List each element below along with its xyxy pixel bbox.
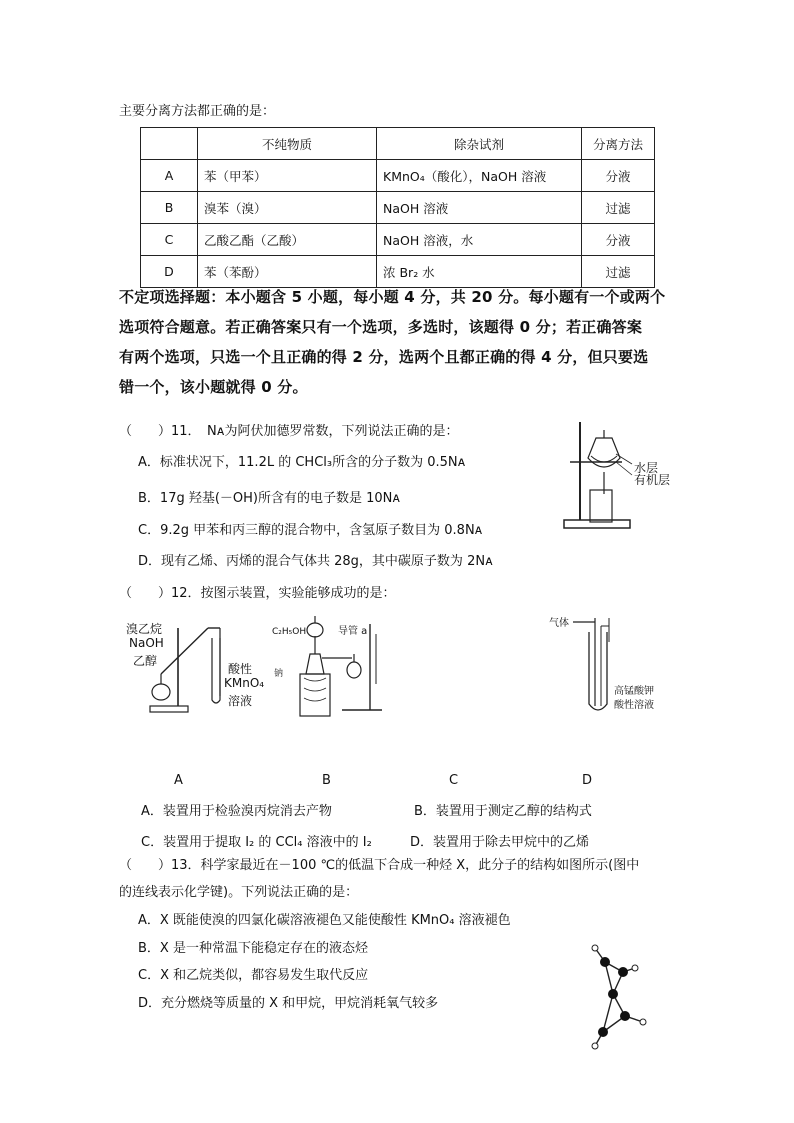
row-method: 过滤: [582, 256, 655, 288]
q12-option-d: D．装置用于除去甲烷中的乙烯: [410, 835, 590, 850]
table-row: [141, 224, 655, 256]
figure-letter-c: C: [449, 773, 459, 788]
q13-stem-line1: （ ）13．科学家最近在－100 ℃的低温下合成一种烃 X，此分子的结构如图所示(图中: [119, 858, 640, 873]
fig-b-label: C₂H₅OH: [272, 627, 307, 637]
fig-a-label: 溶液: [228, 694, 253, 708]
table-row: [141, 192, 655, 224]
row-reagent: 浓 Br₂ 水: [377, 256, 582, 288]
row-id: D: [141, 256, 198, 288]
q13-option-a: A．X 既能使溴的四氯化碳溶液褪色又能使酸性 KMnO₄ 溶液褪色: [138, 913, 511, 928]
figure-letter-b: B: [322, 773, 331, 788]
q11-option-c: C．9.2g 甲苯和丙三醇的混合物中，含氢原子数目为 0.8Nᴀ: [138, 523, 483, 538]
q12-option-c: C．装置用于提取 I₂ 的 CCl₄ 溶液中的 I₂: [141, 835, 372, 850]
section-line: 有两个选项，只选一个且正确的得 2 分，选两个且都正确的得 4 分，但只要选: [119, 348, 649, 366]
figure-letter-a: A: [174, 773, 183, 788]
intro-text: 主要分离方法都正确的是：: [119, 104, 276, 119]
q13-option-c: C．X 和乙烷类似，都容易发生取代反应: [138, 968, 369, 983]
fig-a-label: KMnO₄: [224, 676, 265, 690]
fig-d-label: 气体: [549, 618, 569, 629]
section-line: 不定项选择题：本小题含 5 小题，每小题 4 分，共 20 分。每小题有一个或两个: [119, 288, 666, 306]
q11-option-a: A．标准状况下，11.2L 的 CHCl₃所含的分子数为 0.5Nᴀ: [138, 455, 466, 470]
q11-option-b: B．17g 羟基(－OH)所含有的电子数是 10Nᴀ: [138, 491, 401, 506]
row-substance: 苯（甲苯）: [198, 160, 377, 192]
row-reagent: KMnO₄（酸化），NaOH 溶液: [377, 160, 582, 192]
table-header: 不纯物质: [198, 128, 377, 160]
figure-letter-d: D: [582, 773, 593, 788]
q13-option-b: B．X 是一种常温下能稳定存在的液态烃: [138, 941, 368, 956]
q12-option-a: A．装置用于检验溴丙烷消去产物: [141, 804, 332, 819]
row-substance: 乙酸乙酯（乙酸）: [198, 224, 377, 256]
row-id: A: [141, 160, 198, 192]
fig-a-label: 溴乙烷: [126, 622, 163, 636]
fig-b-label: 钠: [274, 669, 284, 679]
purification-table: [140, 127, 655, 288]
section-line: 错一个，该小题就得 0 分。: [119, 378, 308, 396]
fig-a-label: 乙醇: [133, 654, 158, 668]
water-layer-label: 水层: [634, 461, 659, 475]
molecule-x-figure: [585, 940, 665, 1052]
section-line: 选项符合题意。若正确答案只有一个选项，多选时，该题得 0 分；若正确答案: [119, 318, 643, 336]
row-substance: 溴苯（溴）: [198, 192, 377, 224]
fig-d-label: 高锰酸钾: [614, 686, 654, 697]
q11-stem: （ ）11． Nᴀ为阿伏加德罗常数，下列说法正确的是：: [119, 424, 459, 439]
q11-option-d: D．现有乙烯、丙烯的混合气体共 28g，其中碳原子数为 2Nᴀ: [138, 554, 493, 569]
separatory-funnel-figure: [560, 420, 690, 535]
row-method: 分液: [582, 160, 655, 192]
row-reagent: NaOH 溶液，水: [377, 224, 582, 256]
table-header: 分离方法: [582, 128, 655, 160]
fig-a-label: 酸性: [228, 662, 253, 676]
q13-stem-line2: 的连线表示化学键)。下列说法正确的是：: [119, 885, 359, 900]
row-id: C: [141, 224, 198, 256]
fig-a-label: NaOH: [129, 636, 164, 650]
q13-option-d: D．充分燃烧等质量的 X 和甲烷，甲烷消耗氧气较多: [138, 996, 439, 1011]
row-method: 分液: [582, 224, 655, 256]
q12-stem: （ ）12．按图示装置，实验能够成功的是：: [119, 586, 396, 601]
table-header: 除杂试剂: [377, 128, 582, 160]
row-substance: 苯（苯酚）: [198, 256, 377, 288]
organic-layer-label: 有机层: [634, 473, 671, 487]
row-method: 过滤: [582, 192, 655, 224]
table-row: [141, 160, 655, 192]
table-header: [141, 128, 198, 160]
fig-d-label: 酸性溶液: [614, 700, 654, 711]
table-row: [141, 256, 655, 288]
row-id: B: [141, 192, 198, 224]
fig-b-label: 导管 a: [338, 626, 368, 637]
row-reagent: NaOH 溶液: [377, 192, 582, 224]
table-header-row: [141, 128, 655, 160]
q12-option-b: B．装置用于测定乙醇的结构式: [414, 804, 592, 819]
